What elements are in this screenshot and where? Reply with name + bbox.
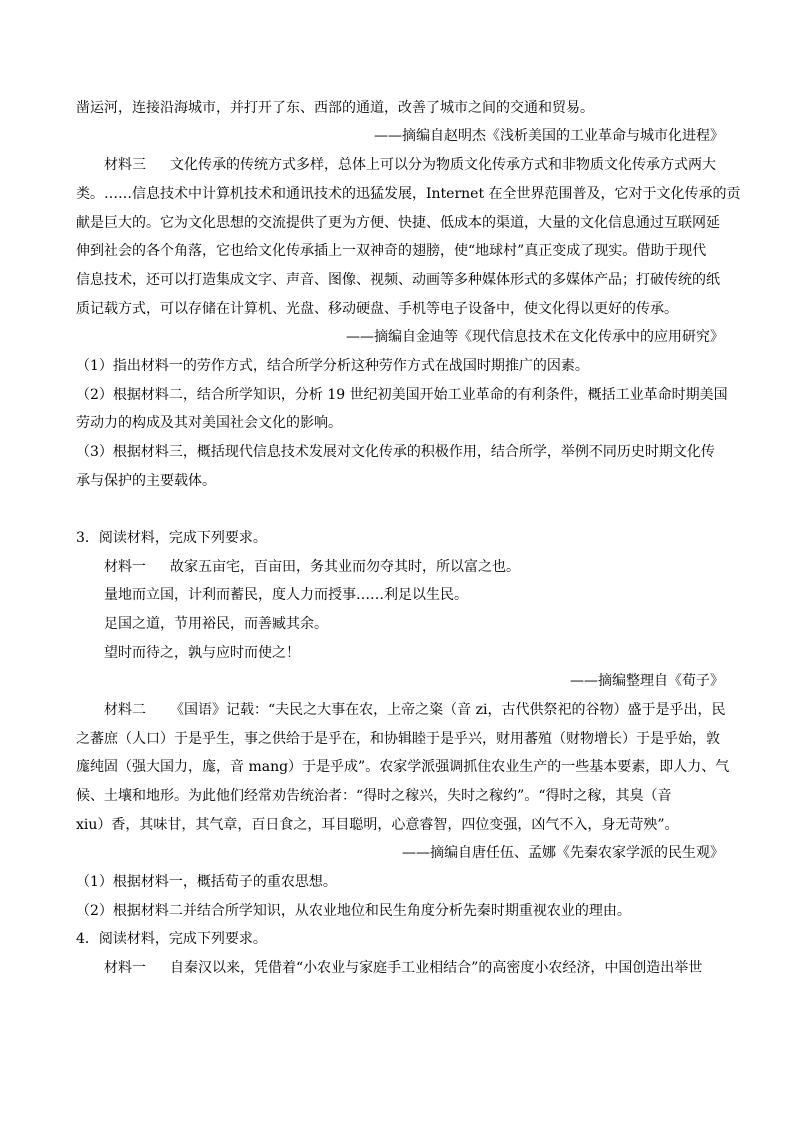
material-text: 自秦汉以来，凭借着“小农业与家庭手工业相结合”的高密度小农经济，中国创造出举世 — [170, 960, 703, 976]
source-citation: ——摘编整理自《荀子》 — [570, 673, 724, 689]
section-heading: 3．阅读材料，完成下列要求。 — [76, 530, 267, 546]
question-line: （1）根据材料一，概括荀子的重农思想。 — [76, 874, 337, 890]
material-label: 材料三 — [104, 157, 146, 173]
material-label: 材料二 — [104, 702, 146, 718]
question-line: （2）根据材料二，结合所学知识，分析 19 世纪初美国开始工业革命的有利条件，概括工业革命时期美国 — [76, 387, 728, 403]
material-paragraph-line — [104, 700, 724, 720]
source-citation: ——摘编自赵明杰《浅析美国的工业革命与城市化进程》 — [374, 128, 724, 144]
body-line: 献是巨大的。它为文化思想的交流提供了更为方便、快捷、低成本的渠道，大量的文化信息通过互联网延 — [76, 215, 720, 231]
material-text: 文化传承的传统方式多样，总体上可以分为物质文化传承方式和非物质文化传承方式两大 — [170, 157, 716, 173]
question-line: （1）指出材料一的劳作方式，结合所学分析这种劳作方式在战国时期推广的因素。 — [76, 358, 589, 374]
source-citation: ——摘编自唐任伍、孟娜《先秦农家学派的民生观》 — [402, 845, 724, 861]
body-line: 信息技术，还可以打造集成文字、声音、图像、视频、动画等多种媒体形式的多媒体产品；打破传统的纸 — [76, 272, 720, 288]
material-text: 故家五亩宅，百亩田，务其业而勿夺其时，所以富之也。 — [170, 559, 520, 575]
body-line: 伸到社会的各个角落，它也给文化传承插上一双神奇的翅膀，使“地球村”真正变成了现实。借助于现代 — [76, 243, 707, 259]
question-line: 劳动力的构成及其对美国社会文化的影响。 — [76, 415, 342, 431]
body-line: xiu）香，其味甘，其气章，百日食之，耳目聪明，心意睿智，四位变强，凶气不入，身无苛殃”。 — [76, 817, 679, 833]
question-line: （2）根据材料二并结合所学知识，从农业地位和民生角度分析先秦时期重视农业的理由。 — [76, 903, 631, 919]
body-line: 质记载方式，可以存储在计算机、光盘、移动硬盘、手机等电子设备中，使文化得以更好的传承。 — [76, 301, 678, 317]
body-line: 庬纯固（强大国力，庬，音 mang）于是乎成”。农家学派强调抓住农业生产的一些基本要素，即人力、气 — [76, 759, 730, 775]
material-label: 材料一 — [104, 960, 146, 976]
body-line: 望时而待之，孰与应时而使之！ — [104, 645, 300, 661]
body-line: 之蕃庶（人口）于是乎生，事之供给于是乎在，和协辑睦于是乎兴，财用蕃殖（财物增长）于是乎始，敦 — [76, 731, 720, 747]
material-paragraph-line — [104, 958, 724, 978]
body-line: 类。……信息技术中计算机技术和通讯技术的迅猛发展，Internet 在全世界范围普及，它对于文化传承的贡 — [76, 186, 741, 202]
material-paragraph-line — [104, 557, 724, 577]
material-label: 材料一 — [104, 559, 146, 575]
question-line: 承与保护的主要载体。 — [76, 473, 216, 489]
section-heading: 4．阅读材料，完成下列要求。 — [76, 931, 267, 947]
body-line: 凿运河，连接沿海城市，并打开了东、西部的通道，改善了城市之间的交通和贸易。 — [76, 100, 594, 116]
question-line: （3）根据材料三，概括现代信息技术发展对文化传承的积极作用，结合所学，举例不同历史时期文化传 — [76, 444, 715, 460]
body-line: 候、土壤和地形。为此他们经常劝告统治者：“得时之稼兴，失时之稼约”。“得时之稼，其臭（音 — [76, 788, 672, 804]
body-line: 量地而立国，计利而蓄民，度人力而授事……利足以生民。 — [104, 587, 468, 603]
material-text: 《国语》记载：“夫民之大事在农，上帝之粢（音 zi，古代供祭祀的谷物）盛于是乎出，民 — [170, 702, 726, 718]
material-paragraph-line — [104, 155, 724, 175]
source-citation: ——摘编自金迪等《现代信息技术在文化传承中的应用研究》 — [346, 329, 724, 345]
body-line: 足国之道，节用裕民，而善臧其余。 — [104, 616, 328, 632]
